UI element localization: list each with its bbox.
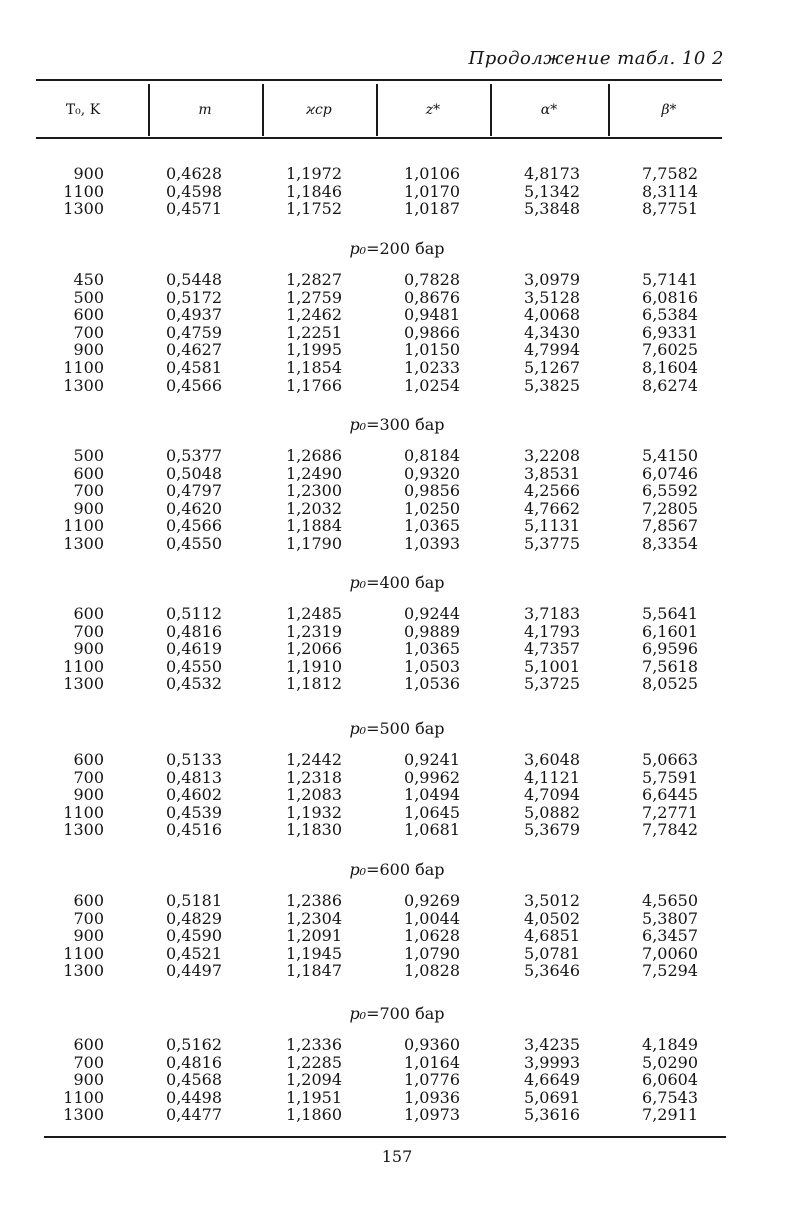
cell-m: 0,4620	[166, 498, 222, 518]
table-row	[0, 623, 794, 641]
cell-alpha: 5,3725	[524, 674, 580, 694]
table-caption: Продолжение табл. 10 2	[468, 48, 724, 69]
cell-beta: 5,7141	[642, 270, 698, 289]
table-row	[0, 165, 794, 183]
cell-temperature: 1300	[63, 534, 104, 553]
cell-temperature: 600	[73, 305, 104, 325]
cell-beta: 7,6025	[642, 340, 698, 360]
cell-beta: 4,5650	[642, 891, 698, 910]
table-row	[0, 769, 794, 787]
cell-beta: 6,5384	[642, 305, 698, 325]
table-row	[0, 804, 794, 822]
cell-beta: 8,0525	[642, 674, 698, 694]
table-row	[0, 1106, 794, 1124]
cell-temperature: 1100	[63, 181, 104, 201]
cell-temperature: 900	[73, 785, 104, 805]
cell-m: 0,4813	[166, 767, 222, 787]
cell-alpha: 4,3430	[524, 322, 580, 342]
table-row	[0, 927, 794, 945]
cell-temperature: 600	[73, 1035, 104, 1054]
pressure-value: =500 бар	[366, 719, 445, 738]
cell-m: 0,4816	[166, 621, 222, 641]
cell-beta: 7,2911	[642, 1105, 698, 1125]
cell-alpha: 4,7994	[524, 340, 580, 360]
cell-beta: 7,0060	[642, 943, 698, 963]
cell-beta: 5,0290	[642, 1052, 698, 1072]
table-row	[0, 359, 794, 377]
section-title	[0, 720, 794, 738]
cell-alpha: 4,1121	[524, 767, 580, 787]
cell-alpha: 5,0691	[524, 1087, 580, 1107]
cell-alpha: 3,9993	[524, 1052, 580, 1072]
cell-kappa: 1,1972	[286, 164, 342, 183]
table-row	[0, 945, 794, 963]
cell-alpha: 3,6048	[524, 750, 580, 769]
cell-kappa: 1,1790	[286, 534, 342, 553]
cell-alpha: 4,0068	[524, 305, 580, 325]
cell-z: 1,0250	[404, 498, 460, 518]
cell-m: 0,4797	[166, 481, 222, 501]
pressure-symbol: p₀	[349, 1004, 367, 1023]
cell-beta: 8,1604	[642, 358, 698, 377]
cell-alpha: 3,8531	[524, 463, 580, 483]
cell-kappa: 1,2304	[286, 908, 342, 928]
pressure-value: =600 бар	[366, 860, 445, 879]
table-row	[0, 751, 794, 769]
cell-m: 0,4477	[166, 1105, 222, 1125]
cell-temperature: 1300	[63, 820, 104, 840]
cell-m: 0,4521	[166, 943, 222, 963]
cell-beta: 7,7842	[642, 820, 698, 840]
cell-alpha: 3,5128	[524, 287, 580, 307]
cell-beta: 7,8567	[642, 516, 698, 536]
cell-temperature: 1300	[63, 199, 104, 219]
cell-m: 0,5048	[166, 463, 222, 483]
cell-m: 0,4759	[166, 322, 222, 342]
cell-m: 0,4829	[166, 908, 222, 928]
cell-z: 1,0776	[404, 1070, 460, 1090]
cell-alpha: 3,7183	[524, 604, 580, 623]
cell-kappa: 1,2083	[286, 785, 342, 805]
cell-kappa: 1,1830	[286, 820, 342, 840]
header-kappa: ϰср	[306, 102, 332, 118]
cell-temperature: 900	[73, 164, 104, 183]
pressure-symbol: p₀	[349, 239, 367, 258]
cell-beta: 6,9331	[642, 322, 698, 342]
cell-alpha: 4,6851	[524, 926, 580, 946]
cell-alpha: 5,3848	[524, 199, 580, 219]
pressure-symbol: p₀	[349, 719, 367, 738]
cell-kappa: 1,2462	[286, 305, 342, 325]
cell-beta: 7,7582	[642, 164, 698, 183]
cell-z: 1,0187	[404, 199, 460, 219]
cell-z: 0,9962	[404, 767, 460, 787]
cell-m: 0,4566	[166, 375, 222, 395]
cell-temperature: 500	[73, 287, 104, 307]
cell-beta: 6,9596	[642, 639, 698, 659]
cell-m: 0,4581	[166, 358, 222, 377]
cell-temperature: 900	[73, 639, 104, 659]
cell-temperature: 700	[73, 767, 104, 787]
cell-alpha: 5,3616	[524, 1105, 580, 1125]
cell-alpha: 5,1131	[524, 516, 580, 536]
cell-z: 1,0164	[404, 1052, 460, 1072]
cell-beta: 8,3354	[642, 534, 698, 553]
cell-z: 1,0681	[404, 820, 460, 840]
table-row	[0, 306, 794, 324]
cell-z: 1,0973	[404, 1105, 460, 1125]
cell-z: 0,9866	[404, 322, 460, 342]
cell-kappa: 1,2094	[286, 1070, 342, 1090]
cell-m: 0,5377	[166, 446, 222, 465]
pressure-symbol: p₀	[349, 415, 367, 434]
cell-alpha: 4,7357	[524, 639, 580, 659]
table-row	[0, 892, 794, 910]
cell-z: 1,0106	[404, 164, 460, 183]
cell-z: 1,0494	[404, 785, 460, 805]
cell-alpha: 3,5012	[524, 891, 580, 910]
table-row	[0, 289, 794, 307]
cell-beta: 7,5618	[642, 656, 698, 676]
table-row	[0, 200, 794, 218]
cell-temperature: 1300	[63, 375, 104, 395]
cell-temperature: 600	[73, 750, 104, 769]
cell-temperature: 500	[73, 446, 104, 465]
cell-m: 0,4498	[166, 1087, 222, 1107]
cell-temperature: 700	[73, 1052, 104, 1072]
header-m: m	[198, 102, 212, 118]
page-number: 157	[381, 1147, 413, 1166]
cell-beta: 5,7591	[642, 767, 698, 787]
cell-beta: 5,3807	[642, 908, 698, 928]
cell-kappa: 1,1854	[286, 358, 342, 377]
cell-temperature: 1100	[63, 358, 104, 377]
cell-temperature: 1100	[63, 943, 104, 963]
cell-kappa: 1,2300	[286, 481, 342, 501]
header-temperature: T₀, K	[65, 102, 101, 118]
cell-kappa: 1,2032	[286, 498, 342, 518]
cell-temperature: 600	[73, 463, 104, 483]
cell-beta: 7,5294	[642, 961, 698, 981]
cell-z: 1,0645	[404, 802, 460, 822]
cell-kappa: 1,1945	[286, 943, 342, 963]
cell-z: 0,9269	[404, 891, 460, 910]
cell-z: 1,0170	[404, 181, 460, 201]
cell-temperature: 1300	[63, 961, 104, 981]
section-title	[0, 1005, 794, 1023]
cell-alpha: 5,3646	[524, 961, 580, 981]
cell-z: 0,9320	[404, 463, 460, 483]
cell-alpha: 4,7094	[524, 785, 580, 805]
cell-beta: 6,0604	[642, 1070, 698, 1090]
cell-temperature: 600	[73, 604, 104, 623]
cell-m: 0,5448	[166, 270, 222, 289]
table-row	[0, 324, 794, 342]
cell-m: 0,4539	[166, 802, 222, 822]
table-row	[0, 377, 794, 395]
table-row	[0, 1071, 794, 1089]
pressure-value: =400 бар	[366, 573, 445, 592]
cell-z: 1,0393	[404, 534, 460, 553]
section-title	[0, 861, 794, 879]
cell-z: 1,0503	[404, 656, 460, 676]
cell-temperature: 450	[73, 270, 104, 289]
cell-beta: 7,2805	[642, 498, 698, 518]
cell-beta: 6,6445	[642, 785, 698, 805]
table-row	[0, 821, 794, 839]
cell-temperature: 700	[73, 322, 104, 342]
cell-kappa: 1,1884	[286, 516, 342, 536]
cell-z: 0,8184	[404, 446, 460, 465]
table-row	[0, 465, 794, 483]
table-row	[0, 786, 794, 804]
cell-m: 0,4816	[166, 1052, 222, 1072]
cell-beta: 6,0816	[642, 287, 698, 307]
cell-beta: 6,0746	[642, 463, 698, 483]
cell-z: 0,9889	[404, 621, 460, 641]
cell-z: 0,9856	[404, 481, 460, 501]
cell-temperature: 1100	[63, 1087, 104, 1107]
cell-z: 1,0365	[404, 516, 460, 536]
cell-temperature: 600	[73, 891, 104, 910]
cell-kappa: 1,2759	[286, 287, 342, 307]
cell-kappa: 1,2686	[286, 446, 342, 465]
cell-beta: 6,1601	[642, 621, 698, 641]
pressure-value: =700 бар	[366, 1004, 445, 1023]
cell-alpha: 5,1342	[524, 181, 580, 201]
cell-kappa: 1,2066	[286, 639, 342, 659]
pressure-value: =300 бар	[366, 415, 445, 434]
cell-alpha: 5,0781	[524, 943, 580, 963]
cell-beta: 6,5592	[642, 481, 698, 501]
cell-alpha: 4,0502	[524, 908, 580, 928]
cell-m: 0,4598	[166, 181, 222, 201]
section-title	[0, 416, 794, 434]
cell-m: 0,5181	[166, 891, 222, 910]
cell-z: 1,0365	[404, 639, 460, 659]
cell-temperature: 700	[73, 621, 104, 641]
cell-beta: 5,4150	[642, 446, 698, 465]
cell-beta: 5,0663	[642, 750, 698, 769]
table-row	[0, 605, 794, 623]
cell-kappa: 1,1847	[286, 961, 342, 981]
table-row	[0, 271, 794, 289]
table-row	[0, 640, 794, 658]
cell-temperature: 700	[73, 481, 104, 501]
cell-alpha: 5,1001	[524, 656, 580, 676]
table-row	[0, 910, 794, 928]
cell-temperature: 1300	[63, 1105, 104, 1125]
cell-kappa: 1,2386	[286, 891, 342, 910]
cell-z: 1,0628	[404, 926, 460, 946]
cell-kappa: 1,2827	[286, 270, 342, 289]
cell-m: 0,4619	[166, 639, 222, 659]
cell-kappa: 1,1995	[286, 340, 342, 360]
cell-m: 0,4566	[166, 516, 222, 536]
cell-m: 0,4590	[166, 926, 222, 946]
cell-alpha: 3,0979	[524, 270, 580, 289]
cell-z: 0,9481	[404, 305, 460, 325]
table-row	[0, 517, 794, 535]
cell-alpha: 3,4235	[524, 1035, 580, 1054]
cell-z: 1,0790	[404, 943, 460, 963]
cell-z: 0,8676	[404, 287, 460, 307]
cell-m: 0,4532	[166, 674, 222, 694]
table-row	[0, 183, 794, 201]
cell-kappa: 1,2318	[286, 767, 342, 787]
cell-alpha: 5,3775	[524, 534, 580, 553]
cell-m: 0,4571	[166, 199, 222, 219]
section-title	[0, 240, 794, 258]
table-row	[0, 341, 794, 359]
cell-m: 0,4628	[166, 164, 222, 183]
cell-m: 0,4627	[166, 340, 222, 360]
cell-kappa: 1,2091	[286, 926, 342, 946]
cell-alpha: 3,2208	[524, 446, 580, 465]
pressure-symbol: p₀	[349, 573, 367, 592]
cell-z: 0,9360	[404, 1035, 460, 1054]
cell-alpha: 4,1793	[524, 621, 580, 641]
table-row	[0, 1036, 794, 1054]
table-row	[0, 1089, 794, 1107]
pressure-symbol: p₀	[349, 860, 367, 879]
cell-z: 1,0936	[404, 1087, 460, 1107]
cell-alpha: 4,2566	[524, 481, 580, 501]
cell-m: 0,4497	[166, 961, 222, 981]
cell-kappa: 1,1766	[286, 375, 342, 395]
cell-z: 0,9244	[404, 604, 460, 623]
cell-temperature: 900	[73, 1070, 104, 1090]
cell-z: 1,0150	[404, 340, 460, 360]
cell-alpha: 5,0882	[524, 802, 580, 822]
cell-m: 0,4550	[166, 656, 222, 676]
cell-kappa: 1,2336	[286, 1035, 342, 1054]
cell-beta: 8,3114	[642, 181, 698, 201]
section-title	[0, 574, 794, 592]
header-alpha: α*	[540, 102, 558, 118]
cell-kappa: 1,1932	[286, 802, 342, 822]
table-row	[0, 962, 794, 980]
cell-alpha: 5,1267	[524, 358, 580, 377]
cell-alpha: 4,6649	[524, 1070, 580, 1090]
cell-z: 1,0828	[404, 961, 460, 981]
cell-beta: 8,7751	[642, 199, 698, 219]
cell-alpha: 5,3679	[524, 820, 580, 840]
cell-temperature: 1300	[63, 674, 104, 694]
cell-temperature: 1100	[63, 656, 104, 676]
cell-temperature: 1100	[63, 802, 104, 822]
header-beta: β*	[661, 102, 677, 118]
cell-m: 0,5112	[166, 604, 222, 623]
table-row	[0, 535, 794, 553]
cell-m: 0,4550	[166, 534, 222, 553]
cell-m: 0,4937	[166, 305, 222, 325]
table-row	[0, 482, 794, 500]
cell-z: 1,0536	[404, 674, 460, 694]
cell-temperature: 1100	[63, 516, 104, 536]
table-row	[0, 1054, 794, 1072]
cell-m: 0,5133	[166, 750, 222, 769]
cell-kappa: 1,2442	[286, 750, 342, 769]
cell-kappa: 1,1812	[286, 674, 342, 694]
cell-z: 0,7828	[404, 270, 460, 289]
cell-m: 0,4568	[166, 1070, 222, 1090]
cell-m: 0,4516	[166, 820, 222, 840]
cell-beta: 8,6274	[642, 375, 698, 395]
pressure-value: =200 бар	[366, 239, 445, 258]
header-z: z*	[425, 102, 441, 118]
cell-m: 0,4602	[166, 785, 222, 805]
cell-alpha: 4,8173	[524, 164, 580, 183]
cell-z: 0,9241	[404, 750, 460, 769]
cell-kappa: 1,2490	[286, 463, 342, 483]
cell-z: 1,0044	[404, 908, 460, 928]
cell-beta: 6,7543	[642, 1087, 698, 1107]
cell-beta: 6,3457	[642, 926, 698, 946]
table-row	[0, 658, 794, 676]
cell-kappa: 1,2251	[286, 322, 342, 342]
cell-kappa: 1,1860	[286, 1105, 342, 1125]
table-row	[0, 675, 794, 693]
cell-kappa: 1,1846	[286, 181, 342, 201]
cell-kappa: 1,2485	[286, 604, 342, 623]
cell-temperature: 900	[73, 498, 104, 518]
cell-kappa: 1,1752	[286, 199, 342, 219]
cell-temperature: 700	[73, 908, 104, 928]
cell-temperature: 900	[73, 340, 104, 360]
cell-m: 0,5162	[166, 1035, 222, 1054]
cell-m: 0,5172	[166, 287, 222, 307]
cell-beta: 4,1849	[642, 1035, 698, 1054]
cell-z: 1,0233	[404, 358, 460, 377]
table-row	[0, 447, 794, 465]
cell-beta: 5,5641	[642, 604, 698, 623]
cell-beta: 7,2771	[642, 802, 698, 822]
cell-alpha: 5,3825	[524, 375, 580, 395]
cell-kappa: 1,2319	[286, 621, 342, 641]
table-row	[0, 500, 794, 518]
cell-kappa: 1,1951	[286, 1087, 342, 1107]
cell-z: 1,0254	[404, 375, 460, 395]
cell-temperature: 900	[73, 926, 104, 946]
cell-kappa: 1,1910	[286, 656, 342, 676]
cell-alpha: 4,7662	[524, 498, 580, 518]
cell-kappa: 1,2285	[286, 1052, 342, 1072]
